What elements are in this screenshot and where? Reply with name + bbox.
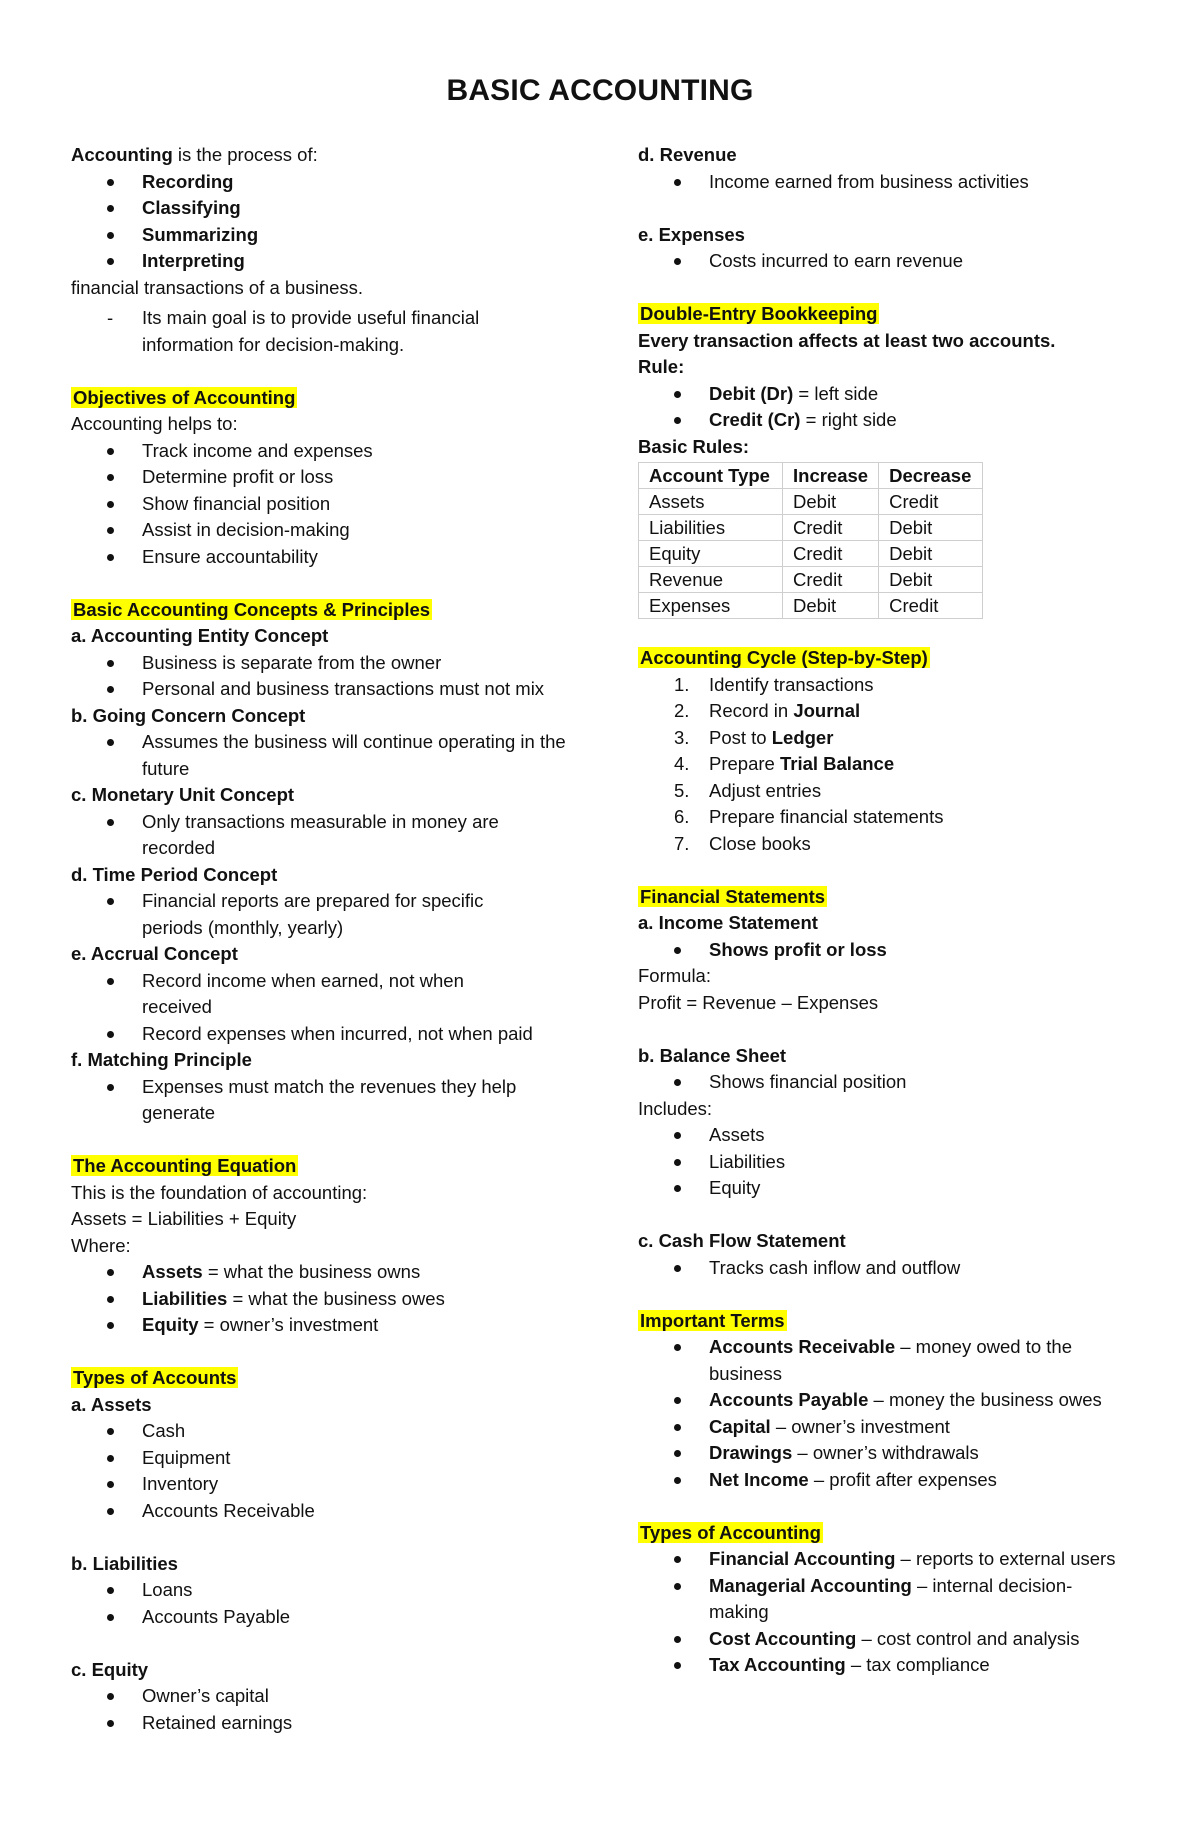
list-item: Only transactions measurable in money are recorded — [71, 809, 571, 862]
list-item: Accounts Receivable – money owed to the business — [638, 1334, 1138, 1387]
list-item: Equipment — [71, 1445, 571, 1472]
section-heading: Types of Accounting — [640, 1521, 821, 1543]
list-item: Loans — [71, 1577, 571, 1604]
equation-where: Where: — [71, 1234, 131, 1256]
table-header: Increase — [783, 463, 879, 489]
list-item: 3. Post to Ledger — [674, 726, 834, 748]
concept-title: d. Time Period Concept — [71, 863, 278, 885]
terms-list — [638, 1334, 1138, 1493]
profit-formula: Profit = Revenue – Expenses — [638, 991, 879, 1013]
equation-formula: Assets = Liabilities + Equity — [71, 1208, 297, 1229]
table-header: Decrease — [879, 463, 983, 489]
list-item: Accounts Receivable — [71, 1498, 571, 1525]
list-item: Costs incurred to earn revenue — [638, 248, 1138, 275]
type-title: a. Assets — [71, 1393, 152, 1415]
list-item: Business is separate from the owner — [71, 650, 571, 677]
table-cell: Debit — [879, 515, 983, 541]
concept-title: e. Accrual Concept — [71, 943, 238, 964]
type-title: b. Liabilities — [71, 1552, 178, 1574]
concept-title: c. Monetary Unit Concept — [71, 784, 295, 805]
list-item: Capital – owner’s investment — [638, 1414, 1138, 1441]
table-row — [639, 593, 983, 619]
list-item: Liabilities = what the business owes — [71, 1286, 571, 1313]
table-cell: Credit — [783, 515, 879, 541]
table-row — [639, 515, 983, 541]
concept-list — [71, 1074, 571, 1127]
list-item: Inventory — [71, 1471, 571, 1498]
table-row — [639, 541, 983, 567]
formula-label: Formula: — [638, 965, 711, 986]
intro-lead: Accounting is the process of: — [71, 144, 318, 165]
list-item: Cash — [71, 1418, 571, 1445]
table-cell: Credit — [783, 567, 879, 593]
list-item: 4. Prepare Trial Balance — [674, 753, 895, 774]
includes-list — [638, 1122, 1138, 1202]
basic-rules-label: Basic Rules: — [638, 435, 750, 457]
table-cell: Assets — [639, 489, 783, 515]
table-cell: Expenses — [639, 593, 783, 619]
concept-list — [71, 650, 571, 703]
includes-label: Includes: — [638, 1097, 713, 1119]
list-item: Equity — [638, 1175, 1138, 1202]
list-item: Retained earnings — [71, 1710, 571, 1737]
objectives-list — [71, 438, 571, 571]
type-list — [71, 1577, 571, 1630]
statement-list — [638, 1069, 1138, 1096]
list-item: Assumes the business will continue operating in the future — [71, 729, 571, 782]
equation-list — [71, 1259, 571, 1339]
concept-list — [71, 888, 571, 941]
section-heading: Basic Accounting Concepts & Principles — [73, 598, 431, 620]
section-heading: Important Terms — [640, 1309, 785, 1331]
rule-label: Rule: — [638, 356, 685, 377]
list-item: Tracks cash inflow and outflow — [638, 1255, 1138, 1282]
table-cell: Debit — [879, 567, 983, 593]
list-item: Assets = what the business owns — [71, 1259, 571, 1286]
list-item: Record income when earned, not when received — [71, 968, 571, 1021]
table-row — [639, 567, 983, 593]
basic-rules-table — [638, 462, 983, 619]
section-heading: Accounting Cycle (Step-by-Step) — [640, 647, 928, 668]
list-item: Classifying — [71, 195, 571, 222]
section-heading: Types of Accounts — [73, 1367, 237, 1388]
section-heading: Double-Entry Bookkeeping — [640, 303, 878, 324]
type-list — [638, 248, 1138, 275]
list-item: Summarizing — [71, 222, 571, 249]
list-item: Equity = owner’s investment — [71, 1312, 571, 1339]
list-item: Accounts Payable – money the business owes — [638, 1387, 1138, 1414]
table-cell: Equity — [639, 541, 783, 567]
section-heading: The Accounting Equation — [73, 1155, 297, 1176]
concept-list — [71, 968, 571, 1048]
table-cell: Credit — [783, 541, 879, 567]
list-item: Accounts Payable — [71, 1604, 571, 1631]
goal-list — [71, 305, 571, 358]
statement-list — [638, 1255, 1138, 1282]
type-title: e. Expenses — [638, 223, 745, 245]
list-item: Personal and business transactions must not mix — [71, 676, 571, 703]
table-cell: Debit — [783, 489, 879, 515]
list-item: Assist in decision-making — [71, 517, 571, 544]
list-item: Managerial Accounting – internal decision-making — [638, 1573, 1138, 1626]
objectives-lead: Accounting helps to: — [71, 413, 238, 434]
statement-title: a. Income Statement — [638, 912, 818, 933]
right-column — [638, 142, 1138, 1679]
list-item: Drawings – owner’s withdrawals — [638, 1440, 1138, 1467]
concept-title: b. Going Concern Concept — [71, 704, 306, 726]
rule-list — [638, 381, 1138, 434]
list-item: - Its main goal is to provide useful financial information for decision-making. — [71, 305, 571, 358]
table-cell: Revenue — [639, 567, 783, 593]
statement-title: b. Balance Sheet — [638, 1044, 787, 1066]
list-item: Ensure accountability — [71, 544, 571, 571]
list-item: 6. Prepare financial statements — [674, 806, 944, 827]
left-column — [71, 142, 571, 1736]
list-item: Owner’s capital — [71, 1683, 571, 1710]
type-list — [638, 169, 1138, 196]
type-title: d. Revenue — [638, 144, 737, 165]
table-cell: Credit — [879, 489, 983, 515]
concept-list — [71, 809, 571, 862]
page-title: BASIC ACCOUNTING — [446, 74, 754, 107]
statement-list — [638, 937, 1138, 964]
double-entry-lead: Every transaction affects at least two accounts. — [638, 329, 1056, 351]
table-cell: Debit — [879, 541, 983, 567]
list-item: Cost Accounting – cost control and analysis — [638, 1626, 1138, 1653]
list-item: Financial reports are prepared for specific periods (monthly, yearly) — [71, 888, 571, 941]
table-header-row — [639, 463, 983, 489]
table-cell: Liabilities — [639, 515, 783, 541]
list-item: Shows profit or loss — [638, 937, 1138, 964]
list-item: Track income and expenses — [71, 438, 571, 465]
type-title: c. Equity — [71, 1658, 149, 1680]
list-item: Determine profit or loss — [71, 464, 571, 491]
list-item: Income earned from business activities — [638, 169, 1138, 196]
process-steps-list — [71, 169, 571, 275]
list-item: Liabilities — [638, 1149, 1138, 1176]
table-row — [639, 489, 983, 515]
section-heading: Financial Statements — [640, 885, 826, 907]
list-item: Shows financial position — [638, 1069, 1138, 1096]
intro-tail: financial transactions of a business. — [71, 276, 364, 298]
concept-title: a. Accounting Entity Concept — [71, 625, 329, 646]
list-item: Credit (Cr) = right side — [638, 407, 1138, 434]
list-item: Net Income – profit after expenses — [638, 1467, 1138, 1494]
list-item: Interpreting — [71, 248, 571, 275]
cycle-steps-list — [638, 672, 1138, 858]
list-item: Expenses must match the revenues they help generate — [71, 1074, 571, 1127]
section-heading: Objectives of Accounting — [73, 386, 296, 408]
equation-lead: This is the foundation of accounting: — [71, 1181, 368, 1203]
statement-title: c. Cash Flow Statement — [638, 1230, 846, 1251]
list-item: 2. Record in Journal — [674, 700, 861, 721]
type-list — [71, 1418, 571, 1524]
concept-title: f. Matching Principle — [71, 1049, 252, 1070]
table-cell: Credit — [879, 593, 983, 619]
list-item: Financial Accounting – reports to external users — [638, 1546, 1138, 1573]
list-item: 1. Identify transactions — [674, 673, 874, 695]
types-accounting-list — [638, 1546, 1138, 1679]
list-item: Debit (Dr) = left side — [638, 381, 1138, 408]
list-item: 5. Adjust entries — [674, 779, 822, 801]
list-item: 7. Close books — [674, 832, 811, 854]
list-item: Assets — [638, 1122, 1138, 1149]
concept-list — [71, 729, 571, 782]
list-item: Record expenses when incurred, not when paid — [71, 1021, 571, 1048]
type-list — [71, 1683, 571, 1736]
table-cell: Debit — [783, 593, 879, 619]
list-item: Recording — [71, 169, 571, 196]
table-header: Account Type — [639, 463, 783, 489]
list-item: Show financial position — [71, 491, 571, 518]
list-item: Tax Accounting – tax compliance — [638, 1652, 1138, 1679]
